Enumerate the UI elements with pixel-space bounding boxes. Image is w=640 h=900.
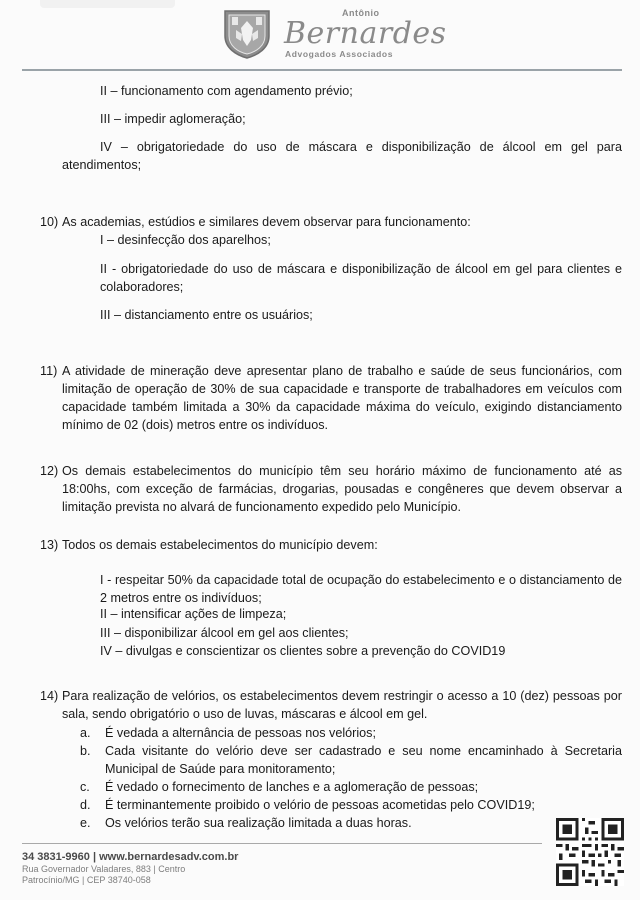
lettered-item: É terminantemente proibido o velório de pessoas acometidas pelo COVID19;: [105, 798, 535, 812]
section-item: I – desinfecção dos aparelhos;: [100, 233, 271, 247]
list-letter: d.: [80, 798, 91, 812]
section-item: III – disponibilizar álcool em gel aos clientes;: [100, 626, 349, 640]
section-number: 13): [40, 538, 59, 552]
section-text: Para realização de velórios, os estabelecimentos devem restringir o acesso a 10 (dez) pessoas por sala, sendo obrigatório o uso de luvas, máscaras e álcool em gel.: [62, 689, 622, 721]
list-letter: e.: [80, 816, 91, 830]
section-number: 14): [40, 689, 59, 703]
list-letter: b.: [80, 744, 91, 758]
section-item: III – distanciamento entre os usuários;: [100, 308, 313, 322]
lettered-item: É vedado o fornecimento de lanches e a aglomeração de pessoas;: [105, 780, 479, 794]
footer-address-line1: Rua Governador Valadares, 883 | Centro: [22, 864, 186, 874]
lettered-item: Cada visitante do velório deve ser cadastrado e seu nome encaminhado à Secretaria Municipal de Saúde para monitoramento;: [105, 744, 622, 776]
brand-first-name: Antônio: [342, 8, 380, 18]
intro-item: IV – obrigatoriedade do uso de máscara e disponibilização de álcool em gel para atendimentos;: [62, 140, 622, 172]
law-firm-crest-icon: [222, 8, 272, 60]
intro-item: III – impedir aglomeração;: [100, 112, 246, 126]
lettered-item: Os velórios terão sua realização limitada a duas horas.: [105, 816, 412, 830]
header-divider: [22, 69, 622, 71]
footer-phone-website: 34 3831-9960 | www.bernardesadv.com.br: [22, 851, 239, 863]
footer-address-line2: Patrocínio/MG | CEP 38740-058: [22, 875, 151, 885]
brand-logo: [282, 6, 452, 62]
section-number: 11): [40, 364, 58, 378]
section-number: 12): [40, 464, 59, 478]
letterhead: [0, 0, 640, 70]
brand-name: Bernardes: [284, 16, 447, 51]
footer-divider: [22, 843, 542, 844]
list-letter: c.: [80, 780, 90, 794]
section-item: II - obrigatoriedade do uso de máscara e disponibilização de álcool em gel para clientes e colaboradores;: [100, 262, 622, 294]
section-number: 10): [40, 215, 59, 229]
qr-code-icon: [556, 818, 624, 886]
lettered-item: É vedada a alternância de pessoas nos velórios;: [105, 726, 376, 740]
section-item: II – intensificar ações de limpeza;: [100, 607, 287, 621]
section-text: As academias, estúdios e similares devem observar para funcionamento:: [62, 215, 471, 229]
section-item: IV – divulgas e conscientizar os clientes sobre a prevenção do COVID19: [100, 644, 506, 658]
list-letter: a.: [80, 726, 91, 740]
section-text: Todos os demais estabelecimentos do município devem:: [62, 538, 378, 552]
section-text: Os demais estabelecimentos do município têm seu horário máximo de funcionamento até as 18:00hs, com exceção de farmácias, drogarias, pousadas e congêneres que devem observar a limitação prevista no alvará de funcionamento expedido pelo Município.: [62, 464, 622, 514]
section-item: I - respeitar 50% da capacidade total de ocupação do estabelecimento e o distanciamento de 2 metros entre os indivíduos;: [100, 573, 622, 605]
intro-item: II – funcionamento com agendamento prévio;: [100, 84, 353, 98]
section-text: A atividade de mineração deve apresentar plano de trabalho e saúde de seus funcionários, com limitação de operação de 30% de sua capacidade e transporte de trabalhadores em veículos com capacidade também limitada a 30% da capacidade máxima do veículo, exigindo distanciamento mínimo de 02 (dois) metros entre os indivíduos.: [62, 364, 622, 432]
brand-subtitle: Advogados Associados: [285, 49, 394, 59]
